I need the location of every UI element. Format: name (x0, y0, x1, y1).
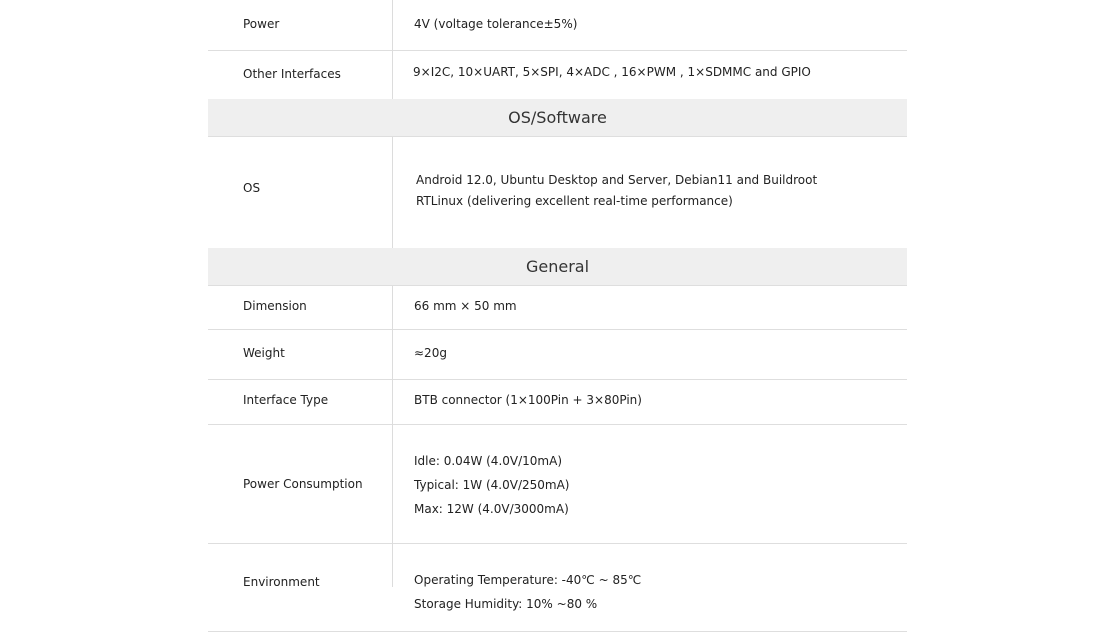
section-title: OS/Software (508, 108, 607, 127)
table-row-power-consumption (208, 425, 907, 544)
row-value (416, 170, 817, 212)
row-value (414, 343, 447, 364)
section-header-general (208, 248, 907, 286)
value-line: 4V (voltage tolerance±5%) (414, 17, 578, 31)
value-line: ≈20g (414, 346, 447, 360)
value-line: Storage Humidity: 10% ~80 % (414, 597, 598, 611)
value-line: Android 12.0, Ubuntu Desktop and Server, Debian11 and Buildroot (416, 173, 818, 187)
table-row-dimension (208, 286, 907, 330)
row-label: Power Consumption (243, 477, 363, 491)
value-line: 66 mm × 50 mm (414, 299, 517, 313)
row-label: OS (243, 181, 261, 195)
column-divider (392, 137, 393, 248)
spec-table (208, 0, 907, 640)
value-line: Idle: 0.04W (4.0V/10mA) (414, 454, 562, 468)
table-row-power (208, 0, 907, 51)
column-divider (392, 286, 393, 330)
row-value (414, 296, 517, 317)
section-header-os-software (208, 99, 907, 137)
column-divider (392, 425, 393, 544)
row-label: Power (243, 17, 280, 31)
column-divider (392, 51, 393, 99)
row-label: Weight (243, 346, 285, 360)
value-line: Operating Temperature: -40℃ ~ 85℃ (414, 573, 642, 587)
table-row-weight (208, 330, 907, 380)
column-divider (392, 0, 393, 51)
section-title: General (525, 257, 590, 276)
row-label: Environment (243, 575, 320, 589)
table-row-other-interfaces (208, 51, 907, 99)
table-row-os (208, 137, 907, 248)
table-row-interface-type (208, 380, 907, 425)
column-divider (392, 330, 393, 380)
row-value (414, 449, 569, 521)
row-label: Dimension (243, 299, 307, 313)
row-value (413, 62, 811, 83)
value-line: 9×I2C, 10×UART, 5×SPI, 4×ADC , 16×PWM , 1×SDMMC and GPIO (413, 65, 811, 79)
row-value (414, 14, 577, 35)
value-line: RTLinux (delivering excellent real-time performance) (416, 194, 733, 208)
row-label: Interface Type (243, 393, 329, 407)
value-line: Typical: 1W (4.0V/250mA) (414, 478, 570, 492)
table-row-environment (208, 544, 907, 632)
row-label: Other Interfaces (243, 67, 341, 81)
row-value (414, 390, 642, 411)
column-divider (392, 380, 393, 425)
row-value (414, 568, 641, 616)
column-divider (392, 544, 393, 587)
value-line: Max: 12W (4.0V/3000mA) (414, 502, 569, 516)
value-line: BTB connector (1×100Pin + 3×80Pin) (414, 393, 642, 407)
